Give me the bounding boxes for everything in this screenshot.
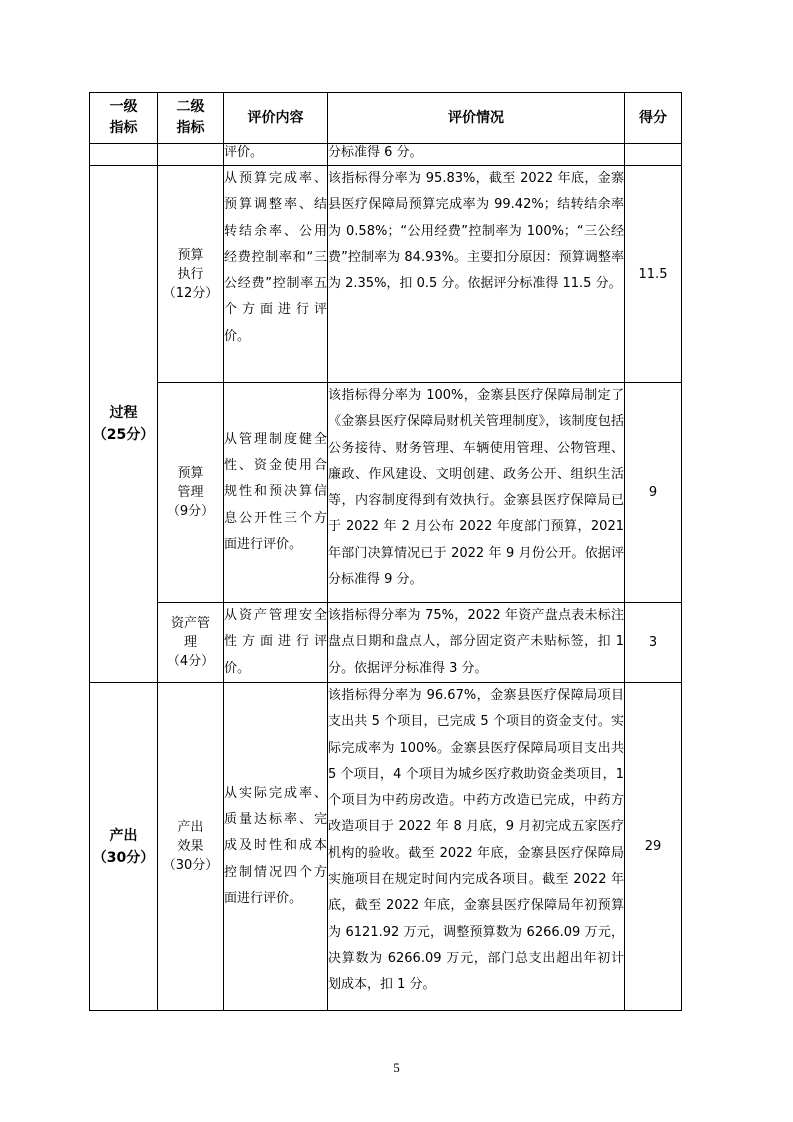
budget-execution-score: 11.5 <box>625 166 682 383</box>
header-detail: 评价情况 <box>328 93 625 144</box>
continuation-content: 评价。 <box>224 144 328 166</box>
budget-management-score: 9 <box>625 383 682 603</box>
budget-management-level2: 预算 管理 （9分） <box>158 383 224 603</box>
asset-management-content: 从资产管理安全性方面进行评价。 <box>224 603 328 683</box>
header-score: 得分 <box>625 93 682 144</box>
budget-execution-content: 从预算完成率、预算调整率、结转结余率、公用经费控制率和“三公经费”控制率五个方面进行评价。 <box>224 166 328 383</box>
output-effect-score: 29 <box>625 683 682 1011</box>
budget-management-detail: 该指标得分率为 100%，金寨县医疗保障局制定了《金寨县医疗保障局财机关管理制度》，该制度包括公务接待、财务管理、车辆使用管理、公物管理、廉政、作风建设、文明创建、政务公开、组织生活等，内容制度得到有效执行。金寨县医疗保障局已于 2022 年 2 月公布 2022 年度部门预算，2021 年部门决算情况已于 2022 年 9 月份公开。依据评分标准得 9 分。 <box>328 383 625 603</box>
evaluation-table <box>89 92 682 1011</box>
asset-management-score: 3 <box>625 603 682 683</box>
output-effect-content: 从实际完成率、质量达标率、完成及时性和成本控制情况四个方面进行评价。 <box>224 683 328 1011</box>
output-level1: 产出 （30分） <box>90 683 158 1011</box>
output-effect-detail: 该指标得分率为 96.67%，金寨县医疗保障局项目支出共 5 个项目，已完成 5 个项目的资金支付。实际完成率为 100%。金寨县医疗保障局项目支出共 5 个项目，4 个项目为城乡医疗救助资金类项目，1 个项目为中药房改造。中药方改造已完成，中药方改造项目于 2022 年 8 月底，9 月初完成五家医疗机构的验收。截至 2022 年底，金寨县医疗保障局实施项目在规定时间内完成各项目。截至 2022 年底，截至 2022 年底，金寨县医疗保障局年初预算为 6121.92 万元，调整预算数为 6266.09 万元，决算数为 6266.09 万元，部门总支出超出年初计划成本，扣 1 分。 <box>328 683 625 1011</box>
table-row <box>90 603 682 683</box>
process-level1: 过程 （25分） <box>90 166 158 683</box>
table-row <box>90 166 682 383</box>
budget-management-content: 从管理制度健全性、资金使用合规性和预决算信息公开性三个方面进行评价。 <box>224 383 328 603</box>
asset-management-level2: 资产管 理 （4分） <box>158 603 224 683</box>
output-effect-level2: 产出 效果 （30分） <box>158 683 224 1011</box>
header-content: 评价内容 <box>224 93 328 144</box>
table-header-row <box>90 93 682 144</box>
budget-execution-detail: 该指标得分率为 95.83%，截至 2022 年底，金寨县医疗保障局预算完成率为 99.42%；结转结余率为 0.58%；“公用经费”控制率为 100%；“三公经费”控制率为 84.93%。主要扣分原因：预算调整率为 2.35%，扣 0.5 分。依据评分标准得 11.5 分。 <box>328 166 625 383</box>
continuation-detail: 分标准得 6 分。 <box>328 144 625 166</box>
header-level1: 一级 指标 <box>90 93 158 144</box>
table-row <box>90 683 682 1011</box>
continuation-row <box>90 144 682 166</box>
header-level2: 二级 指标 <box>158 93 224 144</box>
page-number: 5 <box>393 1060 400 1075</box>
asset-management-detail: 该指标得分率为 75%，2022 年资产盘点表未标注盘点日期和盘点人，部分固定资产未贴标签，扣 1 分。依据评分标准得 3 分。 <box>328 603 625 683</box>
table-row <box>90 383 682 603</box>
budget-execution-level2: 预算 执行 （12分） <box>158 166 224 383</box>
